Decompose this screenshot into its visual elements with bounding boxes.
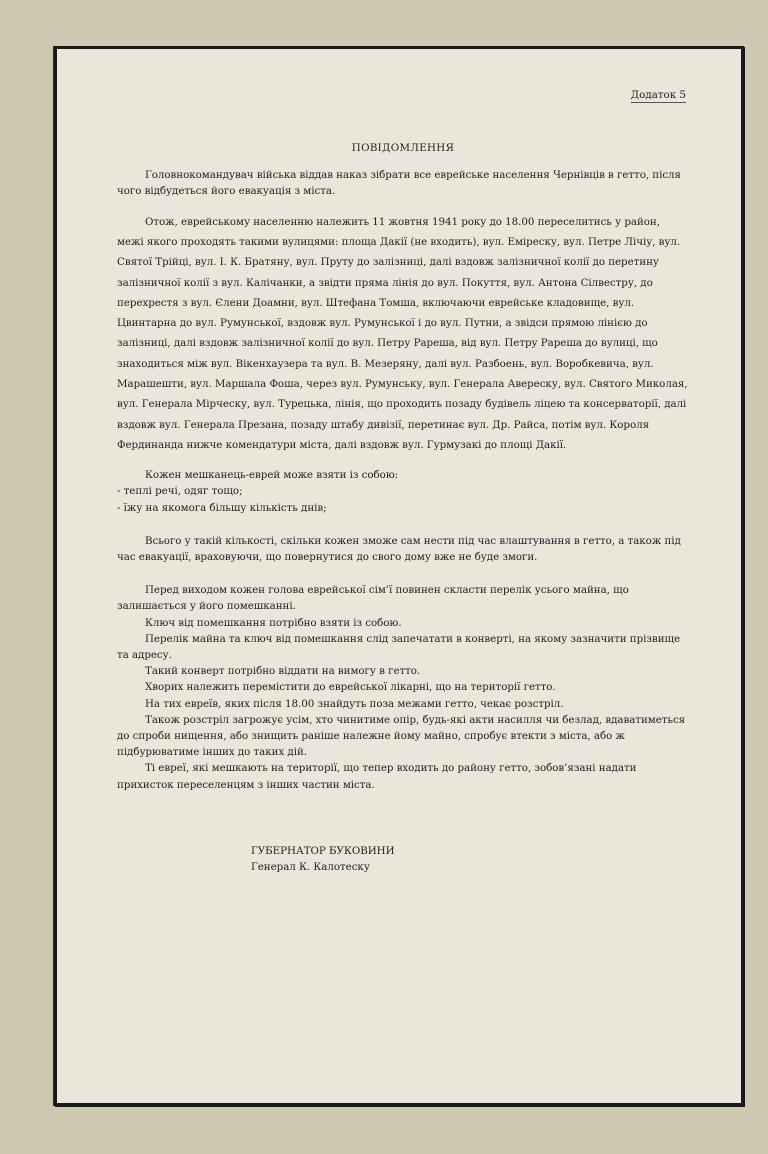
instructions-block	[117, 582, 689, 793]
paragraph-key: Ключ від помешкання потрібно взяти із собою.	[145, 616, 402, 629]
paragraph-sick: Хворих належить перемістити до еврейської лікарні, що на території гетто.	[145, 681, 556, 694]
paragraph-envelope-handover: Такий конверт потрібно віддати на вимогу в гетто.	[145, 665, 421, 678]
document-title: ПОВІДОМЛЕННЯ	[351, 142, 455, 154]
paragraph-order: Головнокомандувач війська віддав наказ зібрати все еврейське населення Чернівців в гетто, після чого відбудеться його евакуація з міста.	[117, 169, 681, 198]
signature-name: Генерал К. Калотеску	[251, 861, 370, 874]
belongings-list	[117, 483, 689, 515]
document-body	[117, 89, 689, 875]
paragraph-envelope: Перелік майна та ключ від помешкання слід запечатати в конверті, на якому зазначити прізвище та адресу.	[117, 632, 681, 661]
paragraph-penalties: Також розстріл загрожує усім, хто чинитиме опір, будь-які акти насилля чи безлад, вдаватиметься до спроби нищення, або знищить раніше належне йому майно, спробує втекти з міста, або ж підбурюватиме інших до таких дій.	[117, 713, 686, 759]
paragraph-quantity: Всього у такій кількості, скільки кожен зможе сам нести під час влаштування в гетто, а також під час евакуації, враховуючи, що повернутися до свого дому вже не буде змоги.	[117, 534, 681, 563]
paragraph-ghetto-boundaries: Отож, еврейському населенню належить 11 жовтня 1941 року до 18.00 переселитись у район, межі якого проходять такими вулицями: площа Дакії (не входить), вул. Еміреску, вул. Петре Лічіу, вул. Святої Трійці, вул. І. К. Братяну, вул. Пруту до залізниці, далі вздовж залізничної колії до перетину залізничної колії з вул. Калічанки, а звідти пряма лінія до вул. Покуття, вул. Антона Сілвестру, до перехрестя з вул. Єлени Доамни, вул. Штефана Томша, включаючи еврейське кладовище, вул. Цвинтарна до вул. Румунської, вздовж вул. Румунської і до вул. Путни, а звідси прямою лінією до залізниці, далі вздовж залізничної колії до вул. Петру Рареша, від вул. Петру Рареша до вулиці, що знаходиться між вул. Вікенхаузера та вул. В. Мезеряну, далі вул. Разбоень, вул. Воробкевича, вул. Марашешти, вул. Маршала Фоша, через вул. Румунську, вул. Генерала Авереску, вул. Святого Миколая, вул. Генерала Мірческу, вул. Турецька, лінія, що проходить позаду будівель ліцею та консерваторії, далі вздовж вул. Генерала Презана, позаду штабу дивізії, перетинає вул. Др. Райса, потім вул. Короля Фердинанда нижче комендатури міста, далі вздовж вул. Гурмузакі до площі Дакії.	[117, 215, 688, 451]
paragraph-shelter: Ті евреї, які мешкають на території, що тепер входить до району гетто, зобов’язані надати прихисток переселенцям з інших частин міста.	[117, 762, 637, 791]
signature-title: ГУБЕРНАТОР БУКОВИНИ	[251, 844, 395, 857]
document-page	[54, 46, 744, 1106]
signature-block	[251, 843, 689, 875]
paragraph-inventory: Перед виходом кожен голова еврейської сім’ї повинен скласти перелік усього майна, що залишається у його помешканні.	[117, 584, 629, 613]
list-item: - теплі речі, одяг тощо;	[117, 485, 243, 498]
appendix-label: Додаток 5	[630, 89, 686, 101]
list-item: - їжу на якомога більшу кількість днів;	[117, 501, 327, 514]
paragraph-belongings: Кожен мешканець-еврей може взяти із собою:	[145, 469, 399, 482]
paragraph-curfew: На тих евреїв, яких після 18.00 знайдуть поза межами гетто, чекає розстріл.	[145, 697, 564, 710]
